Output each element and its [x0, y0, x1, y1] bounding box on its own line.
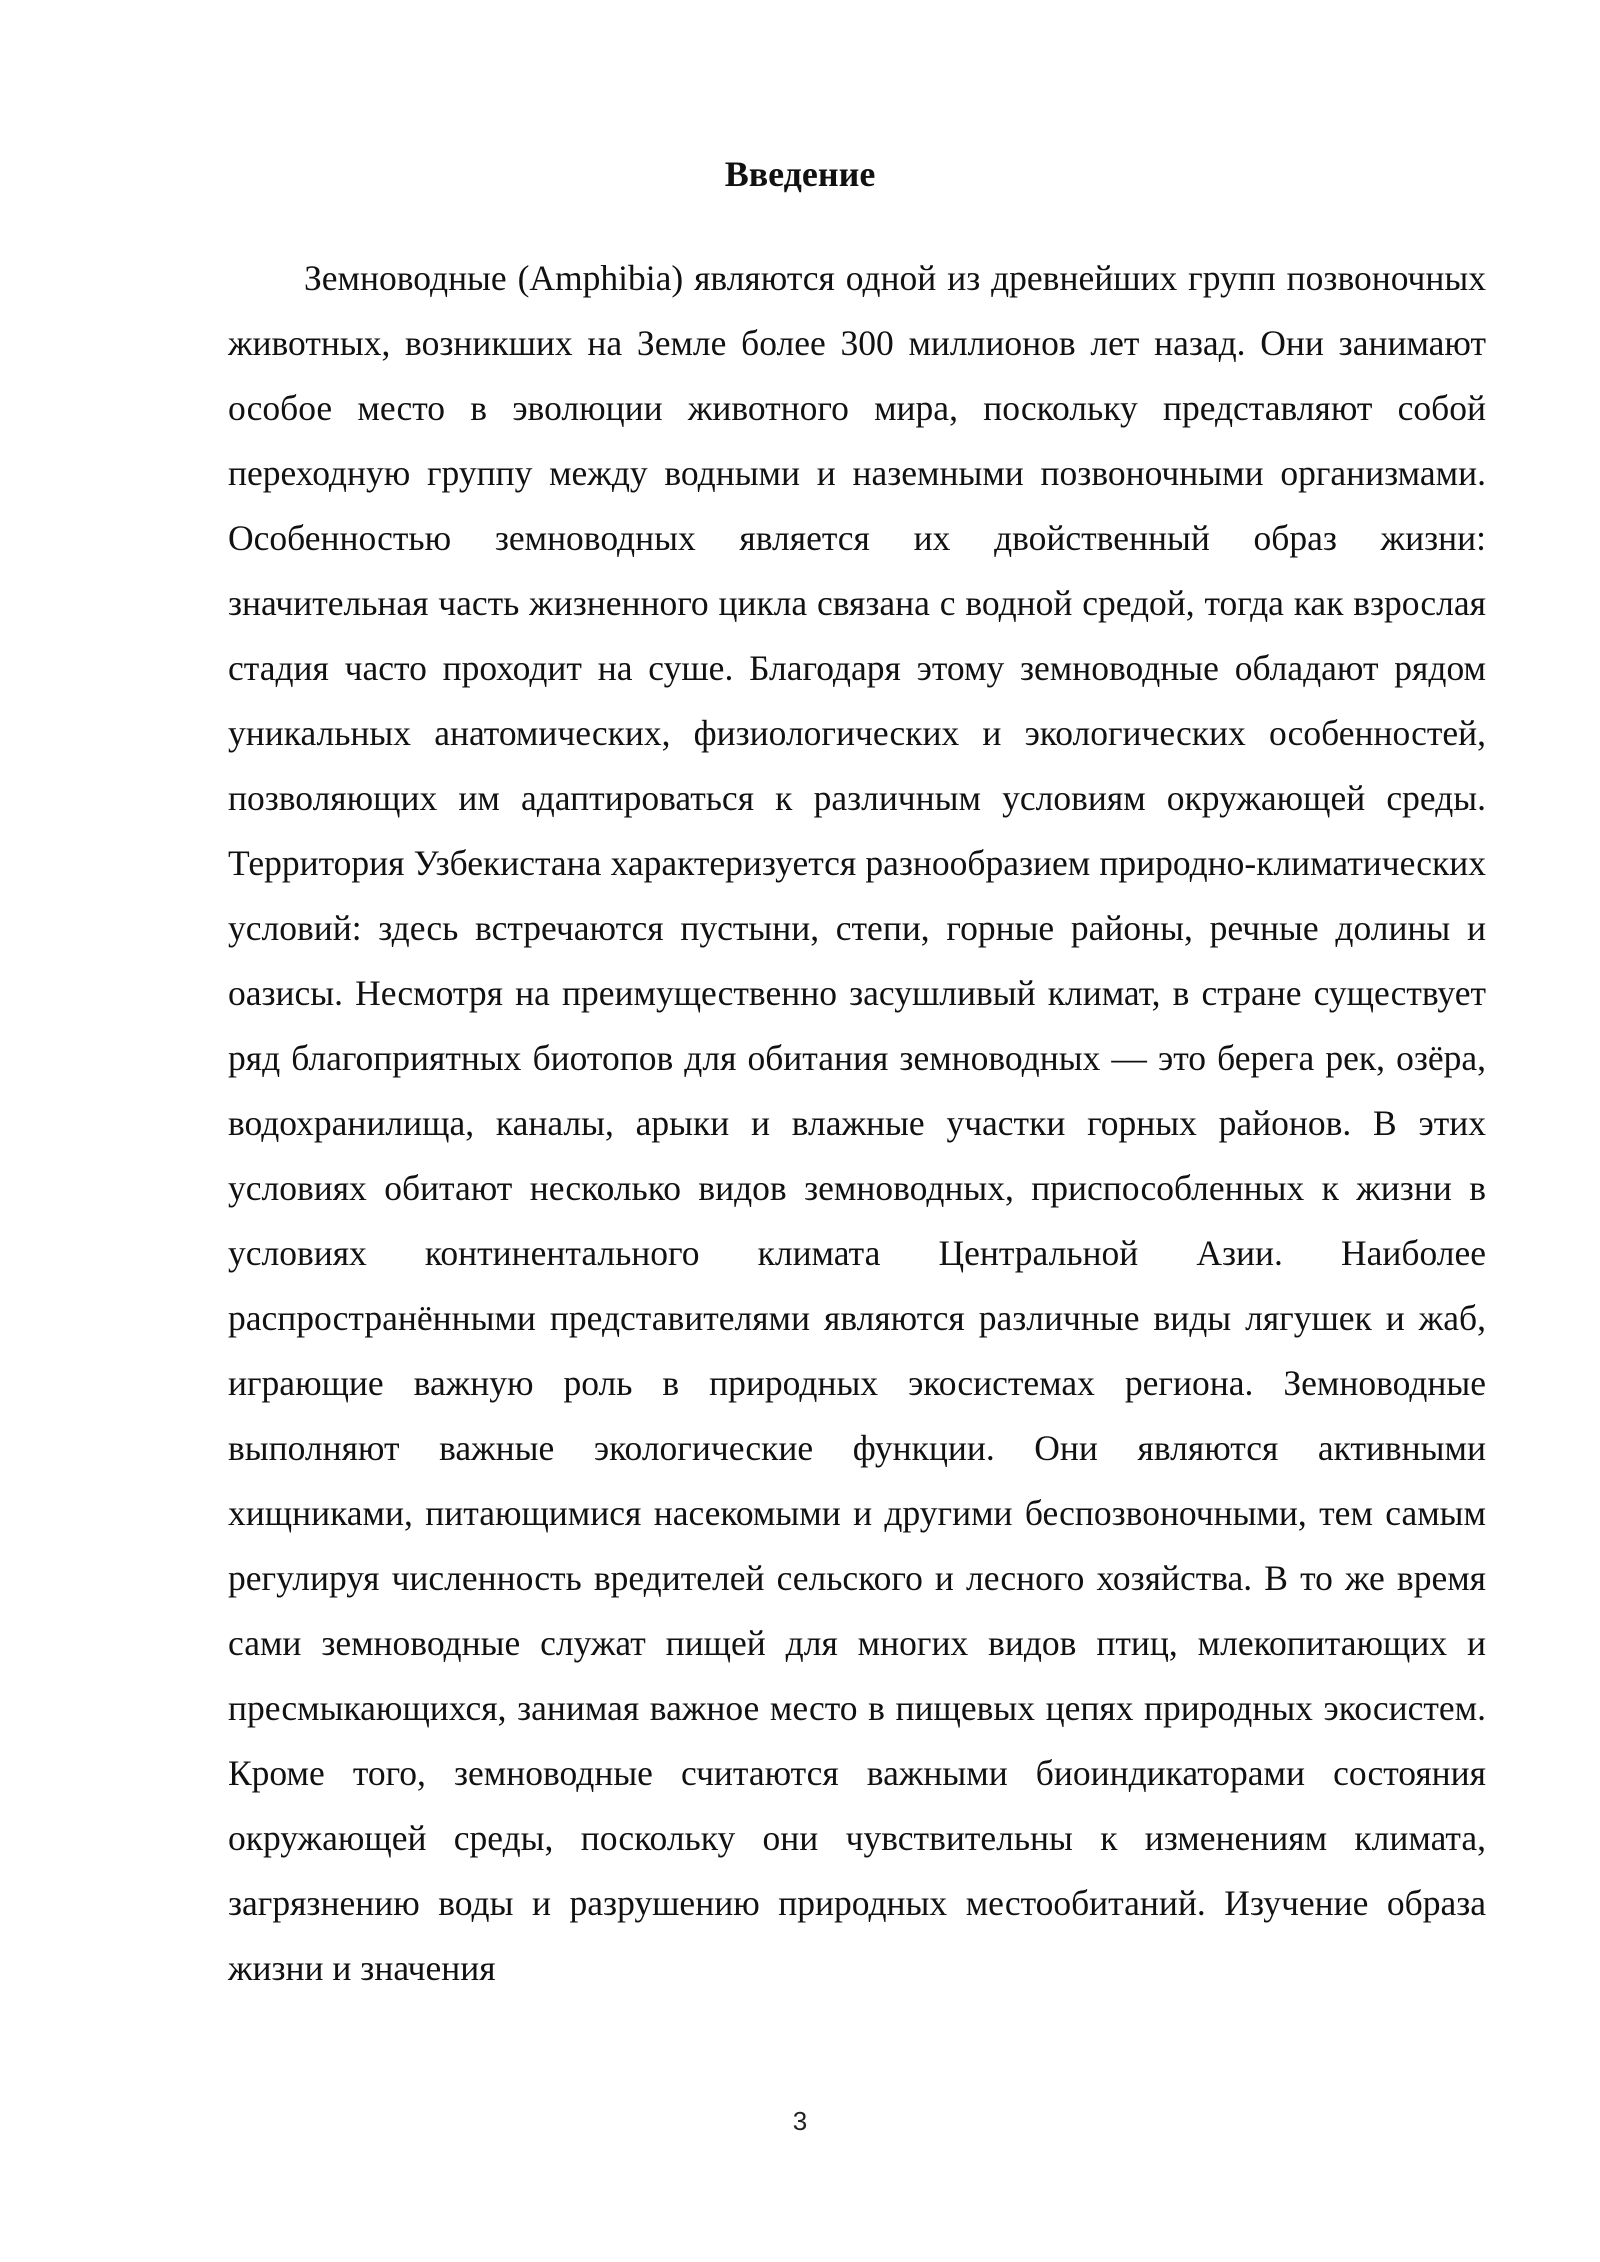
- page-title: Введение: [724, 154, 876, 194]
- page-number: 3: [792, 2106, 808, 2136]
- body-paragraph: Земноводные (Amphibia) являются одной из древнейших групп позвоночных животных, возникших на Земле более 300 миллионов лет назад. Они занимают особое место в эволюции животного мира, поскольку представляют собой переходную группу между водными и наземными позвоночными организмами. Особенностью земноводных является их двойственный образ жизни: значительная часть жизненного цикла связана с водной средой, тогда как взрослая стадия часто проходит на суше. Благодаря этому земноводные обладают рядом уникальных анатомических, физиологических и экологических особенностей, позволяющих им адаптироваться к различным условиям окружающей среды. Территория Узбекистана характеризуется разнообразием природно-климатических условий: здесь встречаются пустыни, степи, горные районы, речные долины и оазисы. Несмотря на преимущественно засушливый климат, в стране существует ряд благоприятных биотопов для обитания земноводных — это берега рек, озёра, водохранилища, каналы, арыки и влажные участки горных районов. В этих условиях обитают несколько видов земноводных, приспособленных к жизни в условиях континентального климата Центральной Азии. Наиболее распространёнными представителями являются различные виды лягушек и жаб, играющие важную роль в природных экосистемах региона. Земноводные выполняют важные экологические функции. Они являются активными хищниками, питающимися насекомыми и другими беспозвоночными, тем самым регулируя численность вредителей сельского и лесного хозяйства. В то же время сами земноводные служат пищей для многих видов птиц, млекопитающих и пресмыкающихся, занимая важное место в пищевых цепях природных экосистем. Кроме того, земноводные считаются важными биоиндикаторами состояния окружающей среды, поскольку они чувствительны к изменениям климата, загрязнению воды и разрушению природных местообитаний. Изучение образа жизни и значения: [228, 258, 1486, 1988]
